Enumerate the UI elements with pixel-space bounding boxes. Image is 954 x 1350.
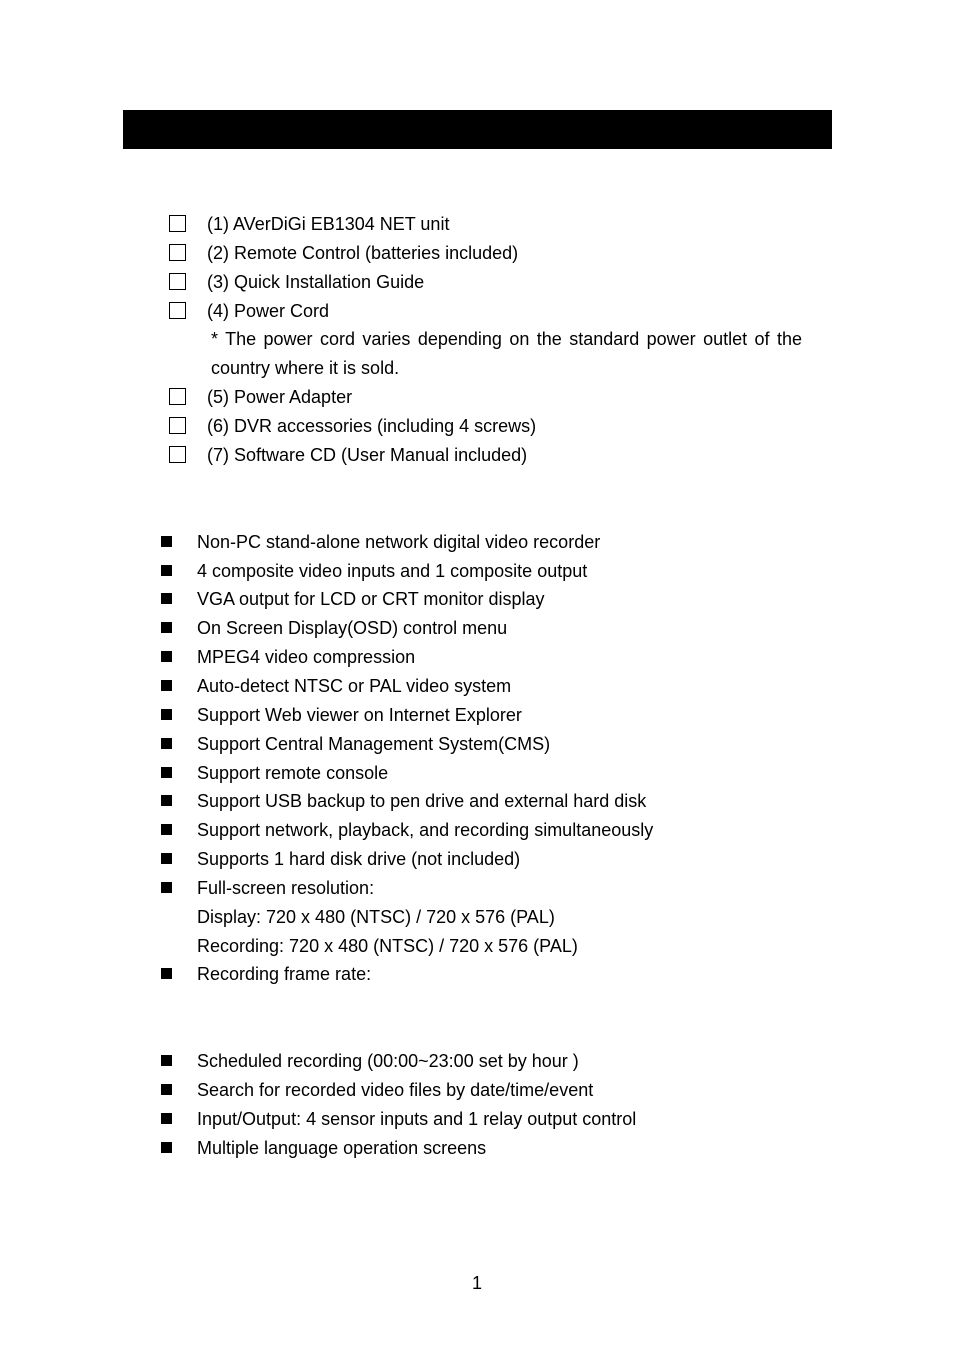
bullet-icon (161, 536, 172, 547)
feature-item: VGA output for LCD or CRT monitor display (197, 589, 545, 609)
package-item: (6) DVR accessories (including 4 screws) (207, 416, 537, 436)
bullet-icon (161, 593, 172, 604)
bullet-icon (161, 1113, 172, 1124)
checkbox[interactable] (169, 446, 186, 463)
checkbox[interactable] (169, 273, 186, 290)
feature-item: Input/Output: 4 sensor inputs and 1 relay output control (197, 1109, 637, 1129)
feature-item: Multiple language operation screens (197, 1138, 487, 1158)
bullet-icon (161, 853, 172, 864)
bullet-icon (161, 680, 172, 691)
bullet-icon (161, 651, 172, 662)
package-item: (4) Power Cord (207, 301, 330, 321)
feature-item: Support network, playback, and recording simultaneously (197, 820, 654, 840)
resolution-display: Display: 720 x 480 (NTSC) / 720 x 576 (PAL) (197, 907, 555, 927)
feature-item: Supports 1 hard disk drive (not included) (197, 849, 521, 869)
feature-item: Support Central Management System(CMS) (197, 734, 551, 754)
page-number: 1 (471, 1273, 482, 1293)
power-cord-note: * The power cord varies depending on the standard power outlet of the country where it is sold. (211, 329, 802, 378)
feature-item: Auto-detect NTSC or PAL video system (197, 676, 512, 696)
feature-item: Support Web viewer on Internet Explorer (197, 705, 522, 725)
checkbox[interactable] (169, 417, 186, 434)
bullet-icon (161, 1142, 172, 1153)
feature-item: Support remote console (197, 763, 389, 783)
feature-item: On Screen Display(OSD) control menu (197, 618, 508, 638)
bullet-icon (161, 738, 172, 749)
resolution-recording: Recording: 720 x 480 (NTSC) / 720 x 576 (PAL) (197, 936, 578, 956)
feature-item: Recording frame rate: (197, 964, 372, 984)
bullet-icon (161, 1055, 172, 1066)
checkbox[interactable] (169, 302, 186, 319)
bullet-icon (161, 622, 172, 633)
feature-item: Search for recorded video files by date/time/event (197, 1080, 594, 1100)
bullet-icon (161, 824, 172, 835)
package-item: (2) Remote Control (batteries included) (207, 243, 519, 263)
bullet-icon (161, 882, 172, 893)
checkbox[interactable] (169, 244, 186, 261)
package-item: (1) AVerDiGi EB1304 NET unit (207, 214, 450, 234)
feature-item: Full-screen resolution: (197, 878, 375, 898)
bullet-icon (161, 565, 172, 576)
bullet-icon (161, 767, 172, 778)
bullet-icon (161, 968, 172, 979)
bullet-icon (161, 795, 172, 806)
section-header-bar (123, 110, 832, 149)
feature-item: Non-PC stand-alone network digital video recorder (197, 532, 601, 552)
bullet-icon (161, 1084, 172, 1095)
package-item: (5) Power Adapter (207, 387, 353, 407)
bullet-icon (161, 709, 172, 720)
package-item: (7) Software CD (User Manual included) (207, 445, 528, 465)
checkbox[interactable] (169, 388, 186, 405)
package-item: (3) Quick Installation Guide (207, 272, 425, 292)
feature-item: Support USB backup to pen drive and external hard disk (197, 791, 647, 811)
feature-item: 4 composite video inputs and 1 composite output (197, 561, 588, 581)
feature-item: MPEG4 video compression (197, 647, 416, 667)
checkbox[interactable] (169, 215, 186, 232)
feature-item: Scheduled recording (00:00~23:00 set by hour ) (197, 1051, 579, 1071)
